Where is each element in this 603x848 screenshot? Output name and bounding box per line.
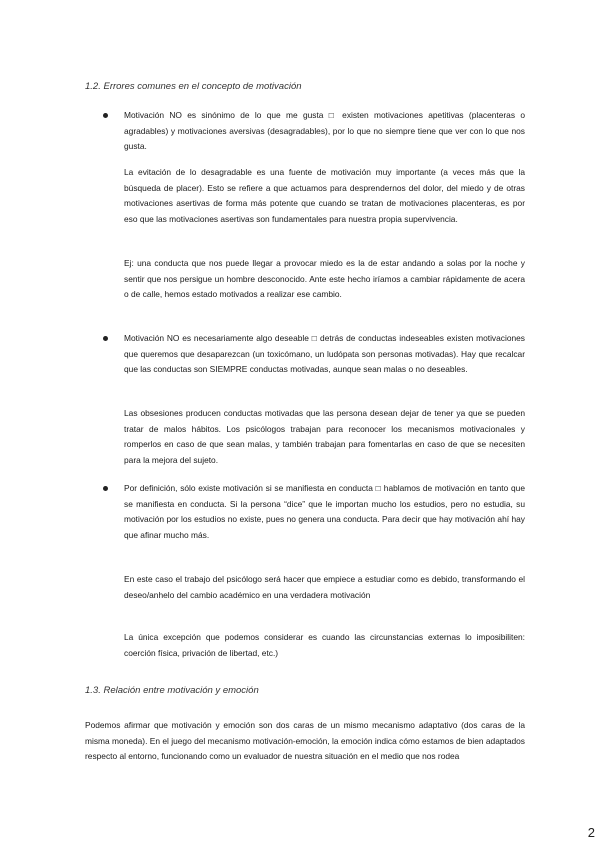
list-item-paragraph bbox=[124, 256, 525, 303]
bullet-text: Motivación NO es necesariamente algo deseable □ detrás de conductas indeseables existen motivaciones que queremos que desaparezcan (un toxicómano, un ludópata son personas motivadas). Hay que recalcar que las conductas son SIEMPRE conductas motivadas, aunque sean malas o no deseables. bbox=[124, 333, 525, 374]
list-item bbox=[124, 481, 525, 543]
bullet-text: Las obsesiones producen conductas motivadas que las persona desean dejar de tener ya que se pueden tratar de malos hábitos. Los psicólogos trabajan para reconocer los mecanismos motivacionales y romperlos en caso de que sean malas, y también trabajan para fomentarlas en caso de que se necesiten para la mejora del sujeto. bbox=[124, 408, 525, 465]
list-item bbox=[124, 331, 525, 378]
bullet-text: Por definición, sólo existe motivación si se manifiesta en conducta □ hablamos de motivación en tanto que se manifiesta en conducta. Si la persona “dice” que le importan mucho los estudios, pero no estudia, su motivación por los estudios no existe, pues no genera una conducta. Para decir que hay motivación ahí hay que afinar mucho más. bbox=[124, 483, 525, 540]
bullet-point bbox=[103, 486, 108, 491]
bullet-point bbox=[103, 113, 108, 118]
list-item bbox=[124, 108, 525, 155]
section-heading-1-2: 1.2. Errores comunes en el concepto de motivación bbox=[85, 81, 302, 92]
section-heading-1-3: 1.3. Relación entre motivación y emoción bbox=[85, 685, 259, 696]
bullet-text: La evitación de lo desagradable es una fuente de motivación muy importante (a veces más que la búsqueda de placer). Esto se refiere a que actuamos para desprendernos del dolor, del miedo y de otras motivaciones asertivas de forma más potente que cuando se tratan de motivaciones placenteras, es por eso que las motivaciones asertivas son fundamentales para nuestra propia supervivencia. bbox=[124, 167, 525, 224]
list-item-paragraph bbox=[124, 406, 525, 468]
bullet-text: Motivación NO es sinónimo de lo que me gusta □ existen motivaciones apetitivas (placenteras o agradables) y motivaciones aversivas (desagradables), por lo que no siempre tiene que ver con lo que nos gusta. bbox=[124, 110, 525, 151]
example-text: Ej: una conducta que nos puede llegar a provocar miedo es la de estar andando a solas por la noche y sentir que nos persigue un hombre desconocido. Ante este hecho iríamos a cambiar rápidamente de acera o de calle, hemos estado motivados a realizar ese cambio. bbox=[124, 258, 525, 299]
page-number: 2 bbox=[587, 825, 595, 840]
bullet-text: En este caso el trabajo del psicólogo será hacer que empiece a estudiar como es debido, transformando el deseo/anhelo del cambio académico en una verdadera motivación bbox=[124, 574, 525, 600]
body-paragraph: Podemos afirmar que motivación y emoción son dos caras de un mismo mecanismo adaptativo (dos caras de la misma moneda). En el juego del mecanismo motivación-emoción, la emoción indica cómo estamos de bien adaptados respecto al entorno, funcionando como un evaluador de nuestra situación en el medio que nos rodea bbox=[85, 720, 525, 761]
bullet-text: La única excepción que podemos considerar es cuando las circunstancias externas lo imposibiliten: coerción física, privación de libertad, etc.) bbox=[124, 632, 525, 658]
list-item-paragraph bbox=[124, 630, 525, 661]
list-item-paragraph bbox=[124, 572, 525, 603]
bullet-point bbox=[103, 336, 108, 341]
list-item-paragraph bbox=[124, 165, 525, 227]
